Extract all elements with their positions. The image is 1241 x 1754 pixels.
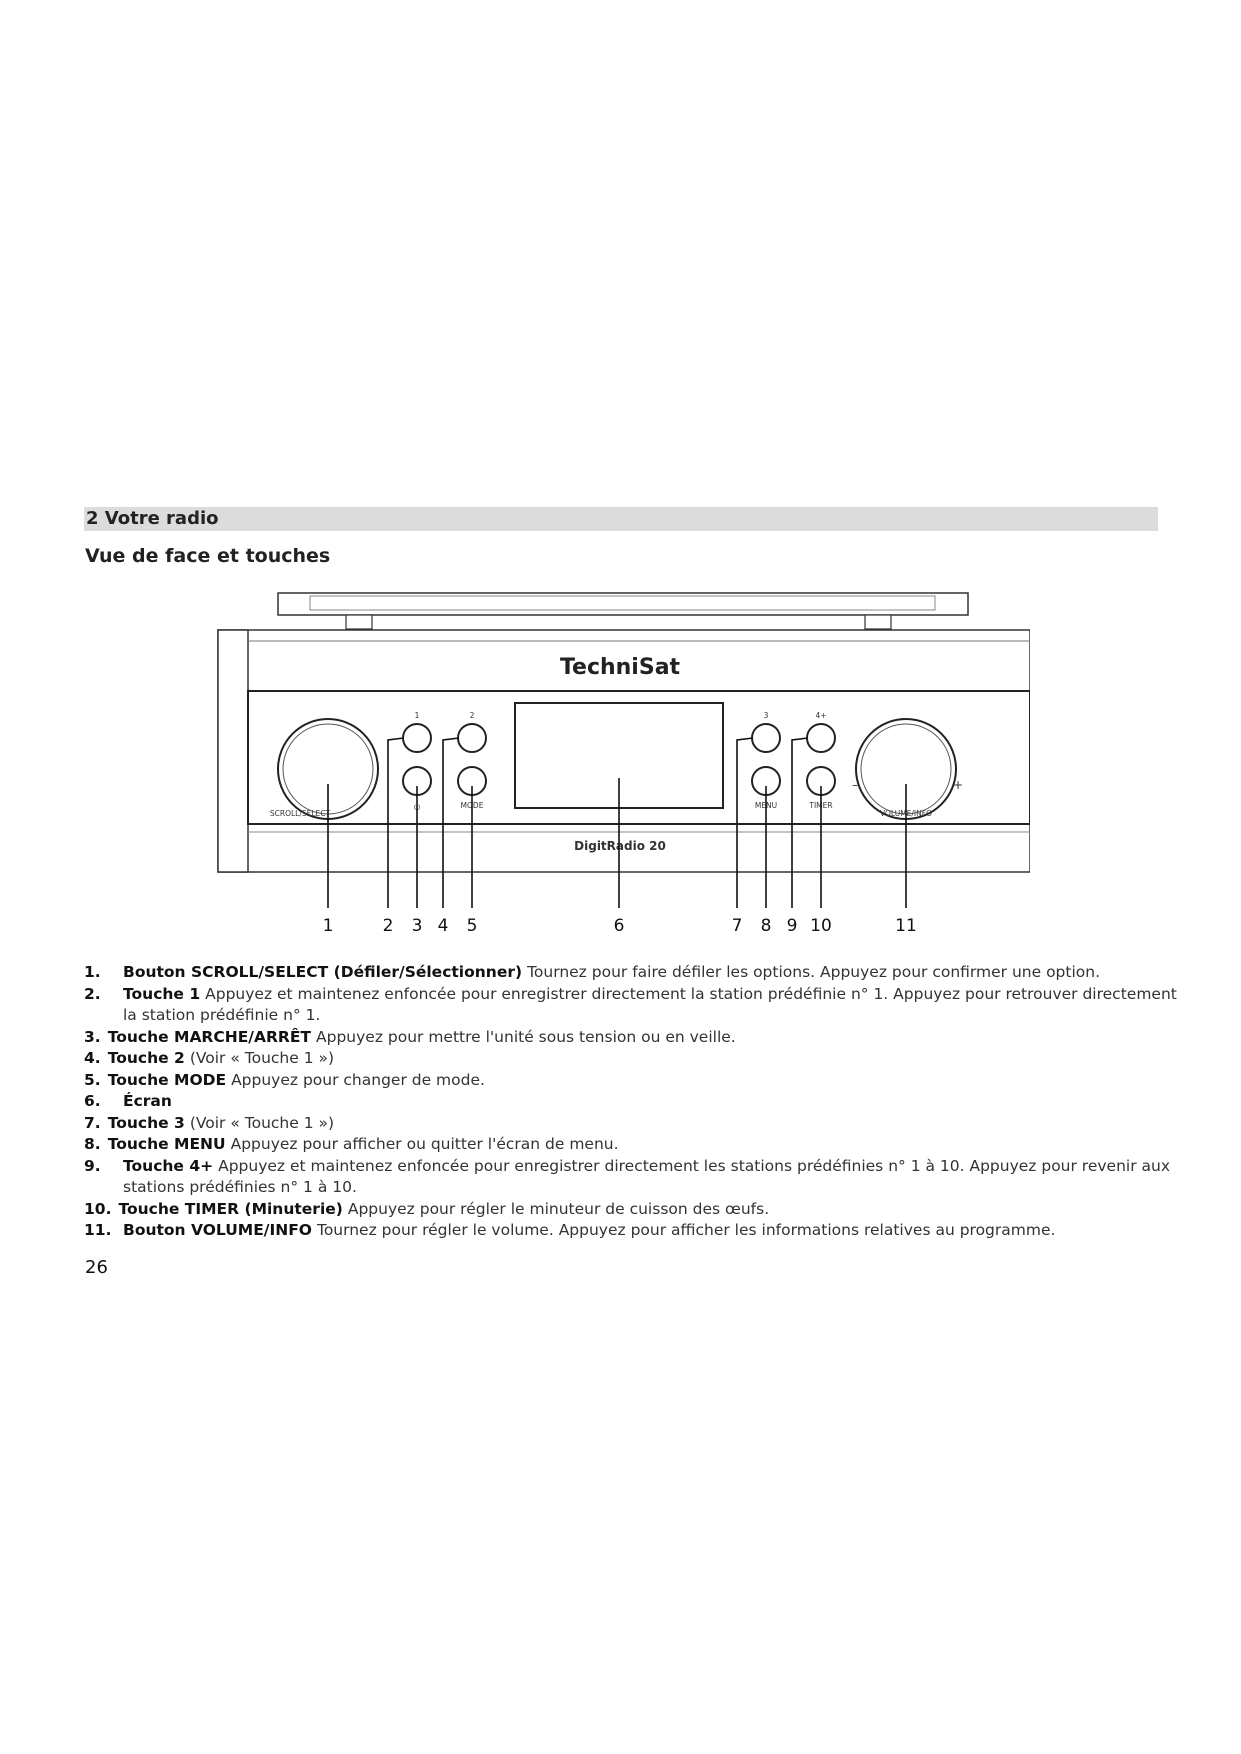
callout-number-2: 2 <box>382 916 394 936</box>
list-item <box>84 984 1184 1027</box>
item-description: Appuyez et maintenez enfoncée pour enregistrer directement les stations prédéfinies n° 1 à 10. Appuyez pour revenir aux stations prédéfinies n° 1 à 10. <box>123 1156 1171 1196</box>
list-item <box>84 1199 1184 1221</box>
callout-number-6: 6 <box>613 916 625 936</box>
item-name: Bouton SCROLL/SELECT (Défiler/Sélectionner) <box>123 963 523 981</box>
scroll-select-label: SCROLL/SELECT <box>269 809 331 818</box>
list-item <box>84 1220 1184 1242</box>
item-description: Appuyez et maintenez enfoncée pour enregistrer directement la station prédéfinie n° 1. Appuyez pour retrouver directement la station prédéfinie n° 1. <box>123 984 1177 1024</box>
list-item <box>84 1113 1184 1135</box>
item-description: Tournez pour régler le volume. Appuyez pour afficher les informations relatives au programme. <box>316 1221 1056 1239</box>
preset-2-label: 2 <box>469 711 475 720</box>
menu-label: MENU <box>754 801 778 810</box>
callout-number-1: 1 <box>322 916 334 936</box>
power-symbol: ⏻ <box>413 803 421 812</box>
list-item <box>84 1156 1184 1199</box>
item-description: (Voir « Touche 1 ») <box>189 1113 335 1132</box>
item-description: Appuyez pour régler le minuteur de cuisson des œufs. <box>347 1199 770 1218</box>
item-description: Appuyez pour mettre l'unité sous tension ou en veille. <box>316 1027 736 1046</box>
callout-number-7: 7 <box>731 916 743 936</box>
callout-number-11: 11 <box>895 916 917 936</box>
list-item <box>84 1027 1184 1049</box>
item-number: 9. <box>84 1156 101 1175</box>
preset-1-button <box>403 724 431 752</box>
page-number: 26 <box>85 1257 108 1278</box>
callout-number-8: 8 <box>760 916 772 936</box>
item-name: Touche MENU <box>107 1135 226 1153</box>
item-number: 6. <box>84 1092 101 1110</box>
model-name: DigitRadio 20 <box>574 839 666 853</box>
page-subtitle: Vue de face et touches <box>85 545 331 567</box>
item-number: 8. <box>84 1135 101 1153</box>
item-number: 4. <box>84 1049 101 1067</box>
handle-post-right <box>865 615 891 629</box>
section-heading: 2 Votre radio <box>86 508 219 529</box>
item-description: Appuyez pour changer de mode. <box>231 1070 485 1089</box>
side-bracket-left <box>218 630 248 872</box>
mode-label: MODE <box>460 801 484 810</box>
item-description: Appuyez pour afficher ou quitter l'écran de menu. <box>230 1135 619 1153</box>
volume-plus-label: + <box>952 778 964 792</box>
list-item <box>84 1048 1184 1070</box>
timer-label: TIMER <box>809 801 833 810</box>
preset-3-label: 3 <box>763 711 769 720</box>
item-name: Touche TIMER (Minuterie) <box>118 1199 343 1218</box>
item-number: 11. <box>84 1221 112 1239</box>
item-name: Touche MODE <box>107 1070 227 1089</box>
preset-3-button <box>752 724 780 752</box>
section-heading-bar <box>84 507 1158 531</box>
item-name: Touche 2 <box>107 1049 185 1067</box>
list-item <box>84 1134 1184 1156</box>
item-number: 3. <box>84 1027 101 1046</box>
callout-number-10: 10 <box>810 916 832 936</box>
item-number: 1. <box>84 963 101 981</box>
callout-number-9: 9 <box>786 916 798 936</box>
item-name: Touche MARCHE/ARRÊT <box>107 1027 311 1046</box>
list-item <box>84 962 1184 984</box>
callout-number-5: 5 <box>466 916 478 936</box>
list-item <box>84 1070 1184 1092</box>
callout-number-3: 3 <box>411 916 423 936</box>
callout-number-4: 4 <box>437 916 449 936</box>
callout-list <box>84 962 1184 1242</box>
radio-diagram-svg <box>210 588 1030 938</box>
item-number: 5. <box>84 1070 101 1089</box>
list-item <box>84 1091 1184 1113</box>
item-number: 7. <box>84 1113 101 1132</box>
item-description: Tournez pour faire défiler les options. Appuyez pour confirmer une option. <box>527 963 1101 981</box>
brand-logo: TechniSat <box>559 655 681 680</box>
preset-1-label: 1 <box>414 711 420 720</box>
preset-4plus-label: 4+ <box>815 711 827 720</box>
handle-post-left <box>346 615 372 629</box>
item-name: Touche 4+ <box>123 1156 214 1175</box>
preset-2-button <box>458 724 486 752</box>
radio-front-diagram <box>210 588 1030 938</box>
item-description: (Voir « Touche 1 ») <box>189 1049 335 1067</box>
item-name: Écran <box>123 1092 172 1110</box>
preset-4plus-button <box>807 724 835 752</box>
item-number: 10. <box>84 1199 112 1218</box>
item-name: Bouton VOLUME/INFO <box>123 1221 312 1239</box>
volume-minus-label: – <box>852 778 858 792</box>
item-number: 2. <box>84 984 101 1003</box>
item-name: Touche 3 <box>107 1113 185 1132</box>
item-name: Touche 1 <box>123 984 201 1003</box>
volume-info-label: VOLUME/INFO <box>880 809 932 818</box>
